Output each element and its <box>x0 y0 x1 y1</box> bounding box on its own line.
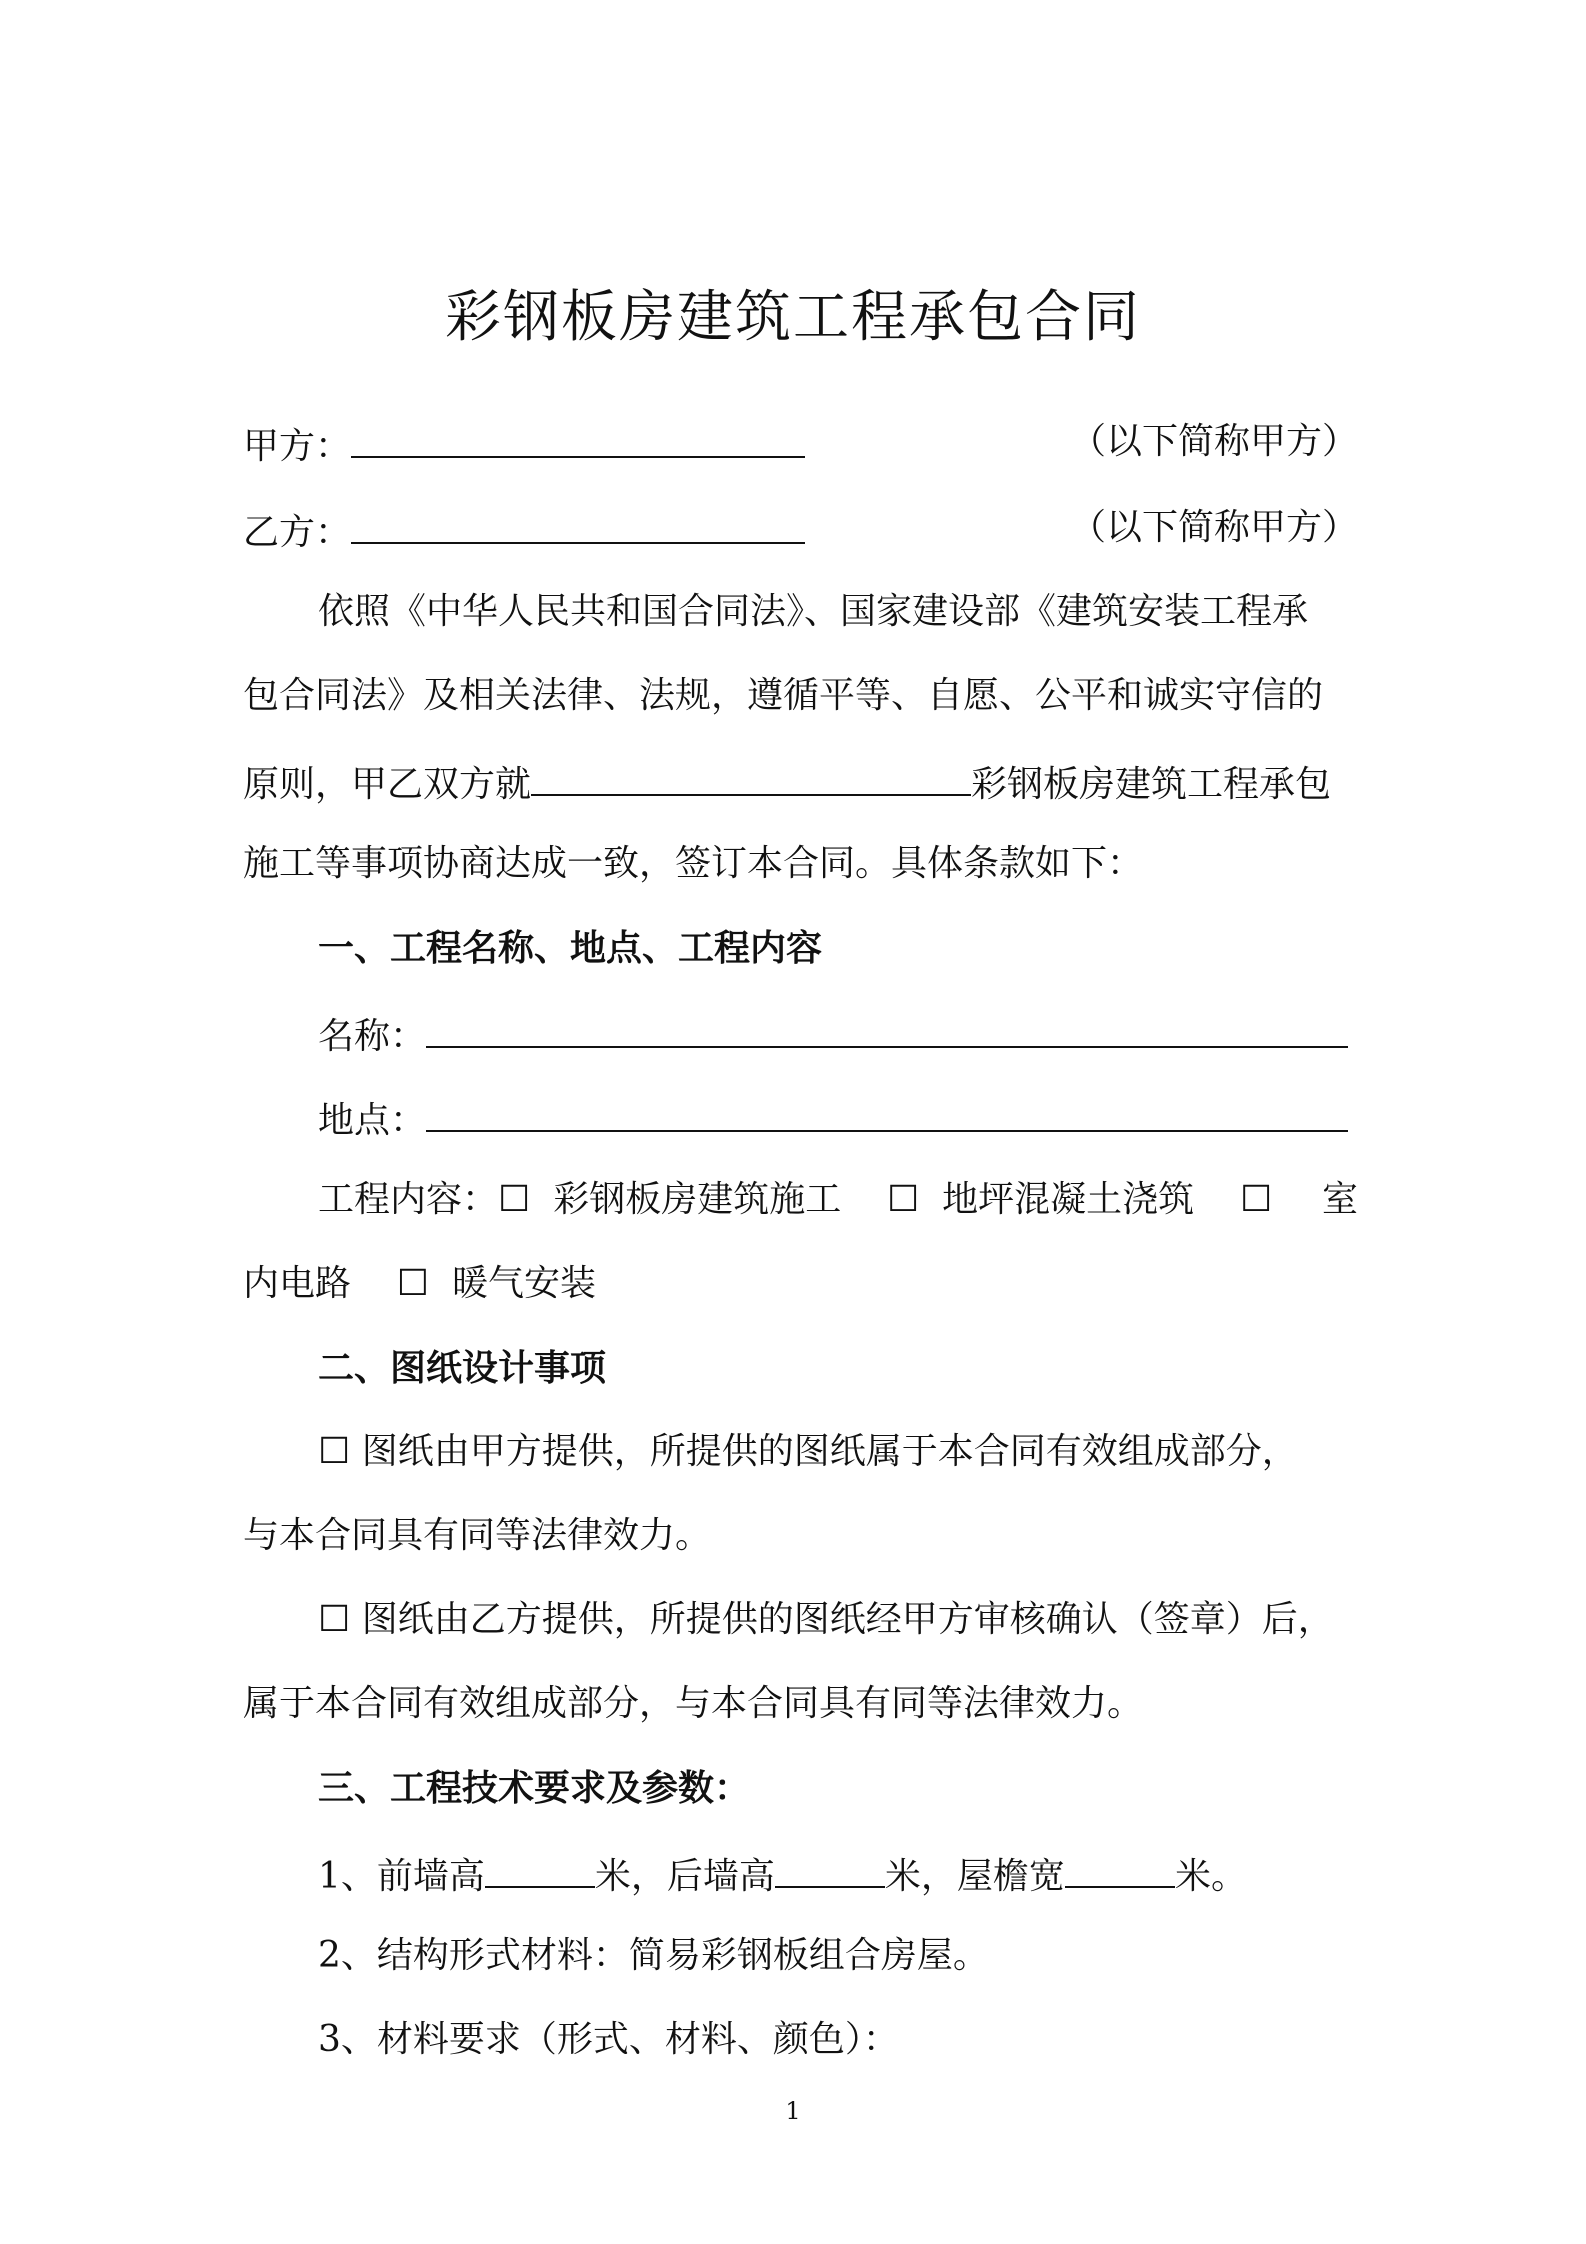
preamble-line-3 <box>243 756 1358 804</box>
drawing-item-1 <box>318 1428 1358 1476</box>
checkbox-opt3[interactable]: ☐ <box>1239 1179 1273 1220</box>
content-line <box>318 1176 1358 1224</box>
dimensions-line <box>318 1848 1358 1896</box>
preamble-line-3a: 原则，甲乙双方就 <box>243 764 532 805</box>
drawing-item-2-cont: 属于本合同有效组成部分，与本合同具有同等法律效力。 <box>243 1683 1144 1724</box>
front-wall-blank[interactable] <box>485 1848 595 1888</box>
drawing-item-1-text: 图纸由甲方提供，所提供的图纸属于本合同有效组成部分， <box>361 1431 1298 1472</box>
materials-line: 3、材料要求（形式、材料、颜色）： <box>318 2019 899 2060</box>
name-line <box>318 1008 1358 1056</box>
meters-end-label: 米。 <box>1174 1856 1247 1897</box>
preamble-line-4: 施工等事项协商达成一致，签订本合同。具体条款如下： <box>243 843 1144 884</box>
content-label: 工程内容： <box>318 1179 499 1220</box>
preamble-line-3b: 彩钢板房建筑工程承包 <box>971 764 1332 805</box>
party-a-line <box>243 418 1358 466</box>
preamble-line-2: 包合同法》及相关法律、法规，遵循平等、自愿、公平和诚实守信的 <box>243 675 1324 716</box>
checkbox-drawing-a[interactable]: ☐ <box>318 1431 351 1472</box>
rear-wall-label: 米，后墙高 <box>594 1856 775 1897</box>
drawing-item-2-text: 图纸由乙方提供，所提供的图纸经甲方审核确认（签章）后， <box>361 1599 1334 1640</box>
checkbox-opt2[interactable]: ☐ <box>886 1179 920 1220</box>
checkbox-drawing-b[interactable]: ☐ <box>318 1599 351 1640</box>
location-line <box>318 1092 1358 1140</box>
checkbox-opt1[interactable]: ☐ <box>498 1179 531 1220</box>
front-wall-label: 1、前墙高 <box>318 1856 485 1897</box>
drawing-item-2 <box>318 1596 1358 1644</box>
rear-wall-blank[interactable] <box>775 1848 885 1888</box>
page-number: 1 <box>785 2097 801 2125</box>
eave-width-label: 米，屋檐宽 <box>884 1856 1065 1897</box>
party-b-blank[interactable] <box>351 504 805 544</box>
opt2-label: 地坪混凝土浇筑 <box>942 1179 1195 1220</box>
opt3-label-a: 室 <box>1321 1179 1358 1220</box>
structure-line: 2、结构形式材料：简易彩钢板组合房屋。 <box>318 1935 989 1976</box>
party-b-line <box>243 504 1358 552</box>
name-label: 名称： <box>318 1016 427 1057</box>
name-blank[interactable] <box>426 1008 1348 1048</box>
content-line-2 <box>243 1260 1358 1308</box>
opt3-label-b: 内电路 <box>243 1263 352 1304</box>
checkbox-opt4[interactable]: ☐ <box>396 1263 430 1304</box>
section-2-heading: 二、图纸设计事项 <box>318 1347 607 1389</box>
section-1-heading: 一、工程名称、地点、工程内容 <box>318 927 823 969</box>
eave-width-blank[interactable] <box>1065 1848 1175 1888</box>
opt4-label: 暖气安装 <box>451 1263 596 1304</box>
party-b-label: 乙方： <box>243 512 352 553</box>
party-b-note: （以下简称甲方） <box>1069 507 1358 548</box>
location-blank[interactable] <box>426 1092 1348 1132</box>
party-a-blank[interactable] <box>351 418 805 458</box>
project-blank[interactable] <box>531 756 971 796</box>
drawing-item-1-cont: 与本合同具有同等法律效力。 <box>243 1515 712 1556</box>
document-title: 彩钢板房建筑工程承包合同 <box>445 285 1141 350</box>
opt1-label: 彩钢板房建筑施工 <box>553 1179 842 1220</box>
section-3-heading: 三、工程技术要求及参数： <box>318 1767 751 1809</box>
location-label: 地点： <box>318 1100 427 1141</box>
party-a-label: 甲方： <box>243 426 352 467</box>
party-a-note: （以下简称甲方） <box>1069 421 1358 462</box>
preamble-line-1: 依照《中华人民共和国合同法》、国家建设部《建筑安装工程承 <box>318 591 1309 632</box>
